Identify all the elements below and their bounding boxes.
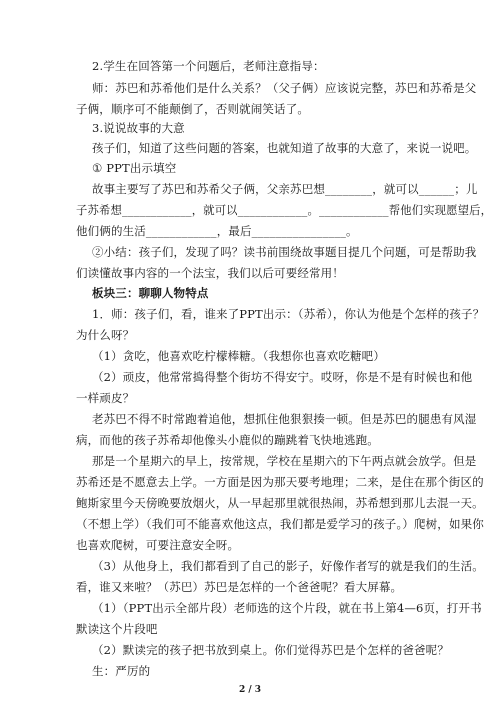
text-line: 2.学生在回答第一个问题后，老师注意指导： (92, 59, 325, 73)
text-line: （1）（PPT出示全部片段）老师选的这个片段，就在书上第4—6页，打开书 (92, 601, 482, 615)
text-line: 默读这个片段吧 (76, 622, 158, 636)
text-line: （3）从他身上，我们都看到了自己的影子，好像作者写的就是我们的生活。 (92, 559, 484, 573)
text-line: 子苏希想____________，就可以____________。____________帮他们实现愿望后， (76, 203, 493, 217)
text-line: 看，谁又来啦？（苏巴）苏巴是怎样的一个爸爸呢？看大屏幕。 (76, 580, 403, 594)
text-line: 那是一个星期六的早上，按常规，学校在星期六的下午两点就会放学。但是 (92, 454, 477, 468)
text-line: （2）顽皮，他常常捣得整个街坊不得安宁。哎呀，你是不是有时候也和他 (92, 370, 473, 384)
text-line: 3.说说故事的大意 (92, 121, 185, 135)
text-line: 孩子们，知道了这些问题的答案，也就知道了故事的大意了，来说一说吧。 (92, 141, 477, 155)
text-line: 病，而他的孩子苏希却他像头小鹿似的蹦跳着飞快地逃跑。 (76, 433, 379, 447)
text-line: 苏希还是不愿意去上学。一方面是因为那天要考地理；二来，是住在那个街区的 (76, 475, 484, 489)
text-line: 也喜欢爬树，可要注意安全呀。 (76, 538, 240, 552)
text-line: 为什么呀？ (76, 328, 135, 342)
text-line: 们读懂故事内容的一个法宝，我们以后可要经常用！ (76, 266, 344, 280)
text-line: 他们俩的生活____________，最后________________。 (76, 224, 358, 238)
text-line: （1）贪吃，他喜欢吃柠檬棒糖。（我想你也喜欢吃糖吧） (92, 349, 385, 363)
text-line: 一样顽皮？ (76, 391, 135, 405)
text-line: 1．师：孩子们，看，谁来了PPT出示：（苏希），你认为他是个怎样的孩子？ (92, 307, 485, 321)
text-line: （不想上学）（我们可不能喜欢他这点，我们都是爱学习的孩子。）爬树，如果你 (76, 517, 484, 531)
section-heading: 板块三：聊聊人物特点 (92, 286, 209, 300)
text-line: 故事主要写了苏巴和苏希父子俩，父亲苏巴想________，就可以______；儿 (92, 182, 478, 196)
text-line: 生：严厉的 (92, 664, 151, 678)
text-line: 鲍斯家里今天傍晚要放烟火，从一早起那里就很热闹，苏希想到那儿去混一天。 (76, 496, 484, 510)
text-line: 老苏巴不得不时常跑着追他，想抓住他狠狠揍一顿。但是苏巴的腿患有风湿 (92, 412, 477, 426)
text-line: ① PPT出示填空 (92, 161, 177, 175)
page-number: 2 / 3 (238, 685, 262, 695)
text-line: （2）默读完的孩子把书放到桌上。你们觉得苏巴是个怎样的爸爸呢？ (92, 643, 449, 657)
text-line: 子俩，顺序可不能颠倒了，否则就闹笑话了。 (76, 102, 309, 116)
text-line: ②小结：孩子们，发现了吗？读书前围绕故事题目提几个问题，可是帮助我 (92, 245, 477, 259)
text-line: 师：苏巴和苏希他们是什么关系？（父子俩）应该说完整，苏巴和苏希是父 (92, 81, 477, 95)
